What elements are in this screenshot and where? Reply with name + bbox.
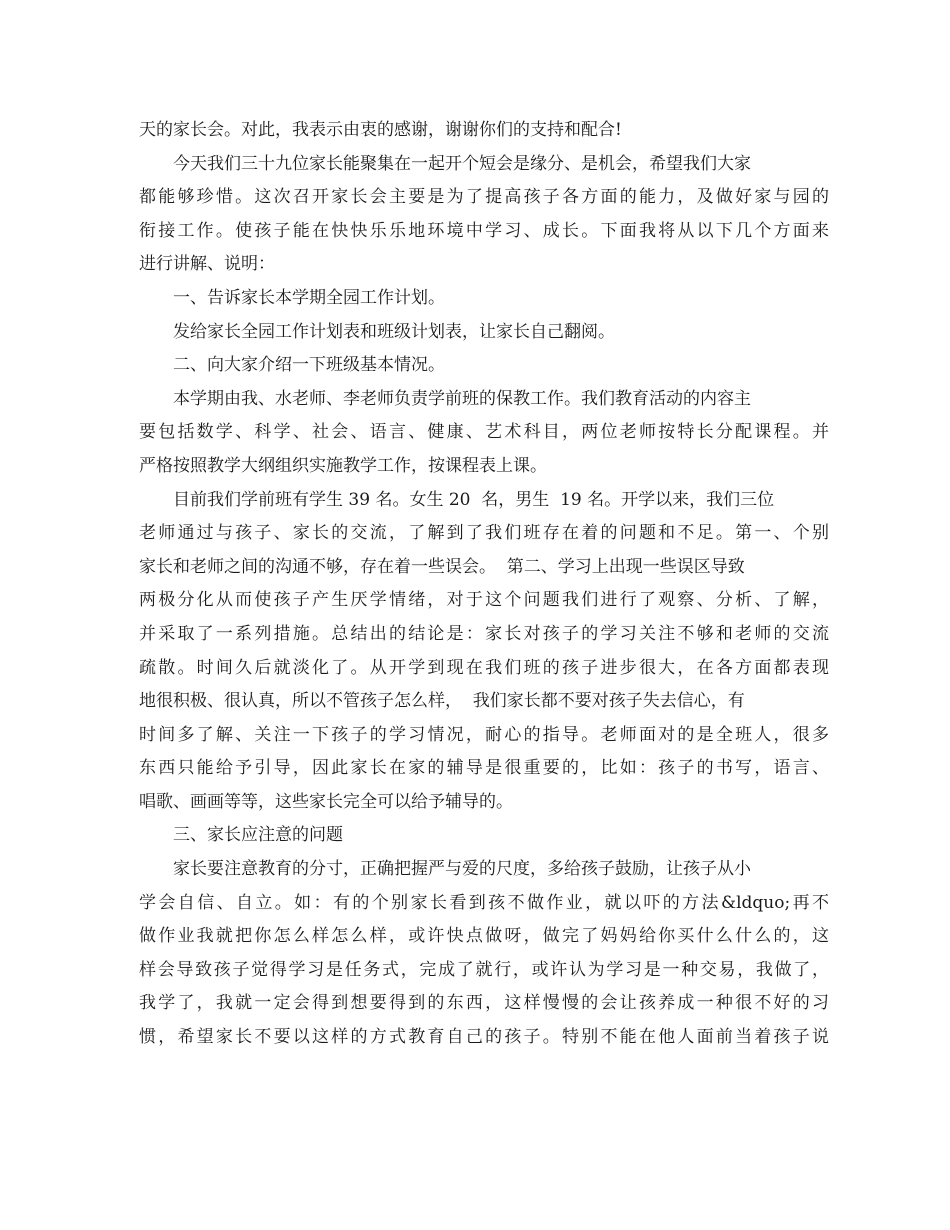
text-line: 都能够珍惜。这次召开家长会主要是为了提高孩子各方面的能力，及做好家与园的	[139, 187, 829, 208]
section-heading: 二、向大家介绍一下班级基本情况。	[173, 355, 445, 376]
text-line: 并采取了一系列措施。总结出的结论是：家长对孩子的学习关注不够和老师的交流	[139, 623, 829, 644]
text-line: 衔接工作。使孩子能在快快乐乐地环境中学习、成长。下面我将从以下几个方面来	[139, 220, 829, 241]
paragraph-start-line: 家长要注意教育的分寸，正确把握严与爱的尺度，多给孩子鼓励，让孩子从小	[173, 859, 751, 880]
text-line: 样会导致孩子觉得学习是任务式，完成了就行，或许认为学习是一种交易，我做了，	[139, 959, 829, 980]
text-line: 学会自信、自立。如：有的个别家长看到孩不做作业，就以吓的方法&ldquo;再不	[139, 892, 829, 913]
document-body	[139, 114, 829, 1055]
text-line: 疏散。时间久后就淡化了。从开学到现在我们班的孩子进步很大，在各方面都表现	[139, 657, 829, 678]
text-line: 地很积极、很认真，所以不管孩子怎么样， 我们家长都不要对孩子失去信心，有	[139, 691, 745, 712]
text-line: 老师通过与孩子、家长的交流，了解到了我们班存在着的问题和不足。第一、个别	[139, 523, 829, 544]
text-line: 做作业我就把你怎么样怎么样，或许快点做呀，做完了妈妈给你买什么什么的，这	[139, 926, 829, 947]
paragraph-start-line: 本学期由我、水老师、李老师负责学前班的保教工作。我们教育活动的内容主	[173, 388, 751, 409]
paragraph-start-line: 发给家长全园工作计划表和班级计划表，让家长自己翻阅。	[173, 321, 615, 342]
text-line: 进行讲解、说明：	[139, 254, 275, 275]
text-line: 我学了，我就一定会得到想要得到的东西，这样慢慢的会让孩养成一种很不好的习	[139, 993, 829, 1014]
text-line: 要包括数学、科学、社会、语言、健康、艺术科目，两位老师按特长分配课程。并	[139, 422, 829, 443]
section-heading: 一、告诉家长本学期全园工作计划。	[173, 287, 445, 308]
text-line: 家长和老师之间的沟通不够，存在着一些误会。 第二、学习上出现一些误区导致	[139, 556, 745, 577]
text-line: 东西只能给予引导，因此家长在家的辅导是很重要的，比如：孩子的书写，语言、	[139, 758, 829, 779]
text-line: 两极分化从而使孩子产生厌学情绪，对于这个问题我们进行了观察、分析、了解，	[139, 590, 829, 611]
paragraph-start-line: 今天我们三十九位家长能聚集在一起开个短会是缘分、是机会，希望我们大家	[173, 153, 751, 174]
text-line: 时间多了解、关注一下孩子的学习情况，耐心的指导。老师面对的是全班人，很多	[139, 724, 829, 745]
text-line: 惯，希望家长不要以这样的方式教育自己的孩子。特别不能在他人面前当着孩子说	[139, 1027, 829, 1048]
text-line: 唱歌、画画等等，这些家长完全可以给予辅导的。	[139, 791, 513, 812]
section-heading: 三、家长应注意的问题	[173, 825, 343, 846]
text-line: 严格按照教学大纲组织实施教学工作，按课程表上课。	[139, 455, 547, 476]
text-line: 天的家长会。对此，我表示由衷的感谢，谢谢你们的支持和配合!	[139, 120, 622, 140]
paragraph-start-line: 目前我们学前班有学生 39 名。女生 20 名，男生 19 名。开学以来，我们三位	[173, 489, 775, 510]
